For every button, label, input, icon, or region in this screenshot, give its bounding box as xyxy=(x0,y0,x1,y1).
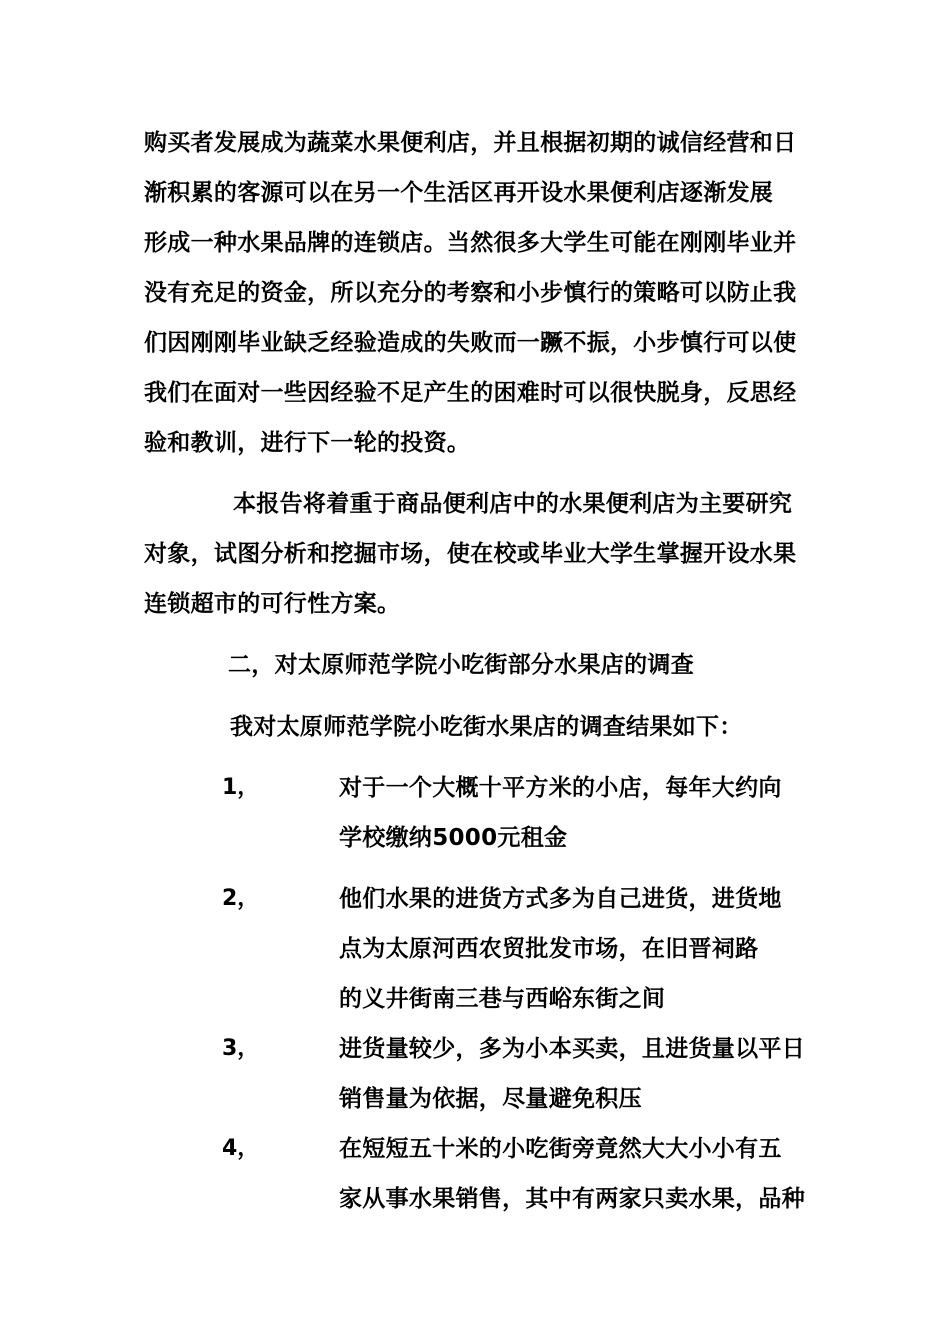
list-item-line: 进货量较少，多为小本买卖，且进货量以平日 xyxy=(339,1036,805,1062)
paragraph-line: 验和教训，进行下一轮的投资。 xyxy=(144,430,471,456)
list-item-number: 4， xyxy=(222,1136,260,1161)
paragraph-line: 形成一种水果品牌的连锁店。当然很多大学生可能在刚刚毕业并 xyxy=(144,230,797,256)
list-item-line: 对于一个大概十平方米的小店，每年大约向 xyxy=(339,775,782,801)
list-item-line: 在短短五十米的小吃街旁竟然大大小小有五 xyxy=(339,1136,782,1162)
paragraph-line: 我们在面对一些因经验不足产生的困难时可以很快脱身，反思经 xyxy=(144,380,797,406)
list-item-line: 的义井街南三巷与西峪东街之间 xyxy=(339,986,666,1012)
paragraph-line: 没有充足的资金，所以充分的考察和小步慎行的策略可以防止我 xyxy=(144,280,797,306)
section-intro: 我对太原师范学院小吃街水果店的调查结果如下： xyxy=(230,714,743,740)
list-item-line: 销售量为依据，尽量避免积压 xyxy=(339,1086,642,1112)
paragraph-line: 连锁超市的可行性方案。 xyxy=(144,591,401,617)
list-item-number: 2， xyxy=(222,886,260,911)
list-item-line: 家从事水果销售，其中有两家只卖水果，品种 xyxy=(339,1186,805,1212)
section-heading: 二，对太原师范学院小吃街部分水果店的调查 xyxy=(228,652,694,678)
paragraph-line: 渐积累的客源可以在另一个生活区再开设水果便利店逐渐发展 xyxy=(144,180,774,206)
list-item-number: 3， xyxy=(222,1036,260,1061)
paragraph-line: 们因刚刚毕业缺乏经验造成的失败而一蹶不振，小步慎行可以使 xyxy=(144,330,797,356)
list-item-line: 点为太原河西农贸批发市场，在旧晋祠路 xyxy=(339,936,759,962)
paragraph-line: 对象，试图分析和挖掘市场，使在校或毕业大学生掌握开设水果 xyxy=(144,541,797,567)
list-item-line: 学校缴纳5000元租金 xyxy=(339,825,568,851)
list-item-number: 1， xyxy=(222,775,260,800)
paragraph-line: 购买者发展成为蔬菜水果便利店，并且根据初期的诚信经营和日 xyxy=(144,130,797,156)
paragraph-line: 本报告将着重于商品便利店中的水果便利店为主要研究 xyxy=(233,491,793,517)
list-item-line: 他们水果的进货方式多为自己进货，进货地 xyxy=(339,886,782,912)
